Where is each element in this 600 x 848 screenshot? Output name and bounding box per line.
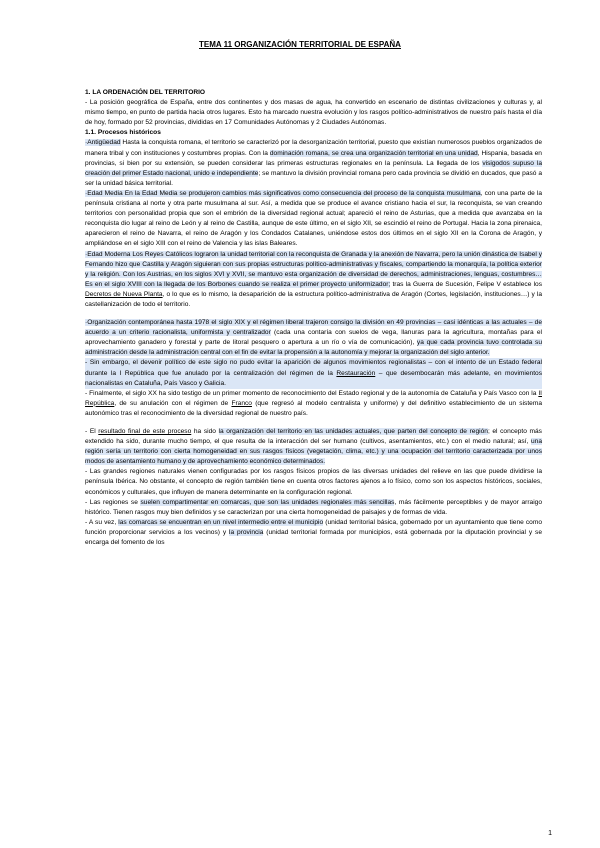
text-run: - El [85, 428, 99, 435]
highlight-text: ·Edad Media En la Edad Media se produjeron cambios más significativos como consecuencia del proceso de la conquista musulmana [85, 189, 481, 197]
text-run: tras la Guerra de Sucesión, Felipe V establece los [390, 280, 542, 288]
text-run: - Finalmente, el siglo XX ha sido testigo de un primer momento de reconocimiento del Estado regional y de la autonomía de Cataluña y País Vasco con la [85, 389, 539, 397]
paragraph-regiones [85, 498, 542, 518]
paragraph-gap [85, 419, 542, 427]
paragraph-edad-moderna [85, 250, 542, 311]
paragraph-intro: - La posición geográfica de España, entre dos continentes y dos masas de agua, ha convertido en escenario de distintas civilizaciones y culturas y, al mismo tiempo, en punto de partida hacia otros lugares. Esto ha marcado nuestra evolución y los rasgos político-administrativos de nuestro país hasta el día de hoy, formado por 52 provincias, divididas en 17 Comunidades Autónomas y 2 Ciudades Autónomas. [85, 99, 542, 127]
underlined-text: resultado final de este proceso [98, 428, 192, 435]
text-run: Hasta la conquista romana, el territorio se caracterizó por la desorganización territorial, puesto que existían numerosos pueblos organizados de manera tribal y con instituciones y costumbres propias. Con la [85, 139, 542, 157]
text-run: (cada una contaría con suelos de vega, llanuras para la agricultura, montañas para el aprovechamiento ganadero y forestal y parte de litoral pesquero o apertura a un río o vía de comunicación), [85, 329, 542, 347]
highlight-text: ·Edad Moderna Los Reyes Católicos lograron la unidad territorial con la reconquista de Granada y la anexión de Navarra, pero la unión dinástica de Isabel y Fernando hizo que Castilla y Aragón siguieran con sus propias estructuras político-administrativas y fiscales, compartiendo la monarquía, la política exterior y la religión. Con los Austrias, en los siglos XVI y XVII, se mantuvo esta organización de diversidad de derechos, administraciones, lenguas, costumbres… Es en el siglo XVIII con la llegada de los Borbones cuando se realiza el primer proyecto uniformizador; [85, 250, 542, 288]
text-run: , de su anulación con el régimen de [114, 399, 232, 407]
underlined-text: Decretos de Nueva Planta [85, 290, 163, 298]
subsection-heading: 1.1. Procesos históricos [85, 129, 161, 137]
text-run: - Las regiones se [85, 498, 141, 506]
highlight-text: visigodos supuso la creación del primer Estado nacional, unido e independiente [85, 159, 542, 177]
text-run: – que desembocarán más adelante, en movimientos nacionalistas en Cataluña, País Vasco y Galicia. [85, 369, 543, 387]
page-title: TEMA 11 ORGANIZACIÓN TERRITORIAL DE ESPAÑA [199, 40, 401, 49]
paragraph-contemporanea [85, 318, 542, 358]
highlight-text: dominación romana, se crea una organización territorial en una unidad [269, 149, 478, 157]
text-run: , con una parte de la península cristiana al norte y otra parte musulmana al sur. Así, a medida que se produce el avance cristiano hacia el sur, la reconquista, se van creando territorios con personalidad propia que son el embrión de la diversidad regional actual; apareció el reino de Asturias, que a medida que avanzaba en la reconquista dio lugar al reino de León y al reino de Castilla, aunque de este último, en el siglo XII, se escindió el reino de Portugal. Hacia la zona pirenaica, aparecieron el reino de Navarra, el reino de Aragón y los Condados Catalanes, uniéndose estos dos últimos en el siglo XII en la Corona de Aragón, y ampliándose en el siglo XIII con el reino de Valencia y las islas Baleares. [85, 189, 542, 248]
paragraph-resultado [85, 427, 542, 467]
text-run: , o lo que es lo mismo, la desaparición de la estructura político-administrativa de Aragón (Cortes, legislación, instituciones…) y la castellanización de todo el territorio. [85, 290, 542, 308]
paragraph-gap [85, 310, 542, 318]
underlined-text: Franco [231, 399, 252, 407]
page-number: 1 [548, 830, 552, 837]
highlight-text: ya que cada provincia tuvo controlada su administración desde la administración central con el fin de evitar la propensión a la autonomía y mejorar la organización del siglo anterior. [85, 339, 542, 357]
highlight-text: suelen compartimentar en comarcas, que son las unidades regionales más sencillas [140, 498, 395, 506]
text-run: (unidad territorial formada por municipios, está gobernada por la diputación provincial y se encarga del fomento de los [85, 528, 542, 547]
highlight-text: la provincia [229, 528, 264, 536]
text-run: - Sin embargo, el devenir político de este siglo no pudo evitar la aparición de algunos movimientos regionalistas – con el intento de un Estado federal durante la I República que fue anulado por la centralización del régimen de la [85, 359, 542, 377]
highlight-text: ·Organización contemporánea hasta 1978 el siglo XIX y el régimen liberal trajeron consigo la división en 49 provincias – casi idénticas a las actuales – de acuerdo a un criterio racionalista, uniformista y centralizador [85, 319, 542, 337]
paragraph-finalmente [85, 389, 542, 419]
paragraph-edad-media [85, 189, 542, 250]
text-run: - A su vez, [85, 518, 119, 526]
paragraph-antiguedad [85, 138, 542, 188]
underlined-text: Restauración [336, 369, 376, 377]
text-run: ; el concepto más extendido ha sido, durante mucho tiempo, el que resulta de la interacción del ser humano (cultivos, asentamientos, etc.) con el medio natural; así, [85, 428, 542, 446]
document-body [85, 88, 542, 548]
text-run: ha sido [191, 428, 219, 435]
highlight-text: la organización del territorio en las unidades actuales, que parten del concepto de región [218, 428, 488, 435]
highlight-text: ·Antigüedad [85, 139, 121, 147]
text-run: (unidad territorial básica, gobernado por un ayuntamiento que tiene como función proporcionar servicios a los vecinos) y [85, 518, 542, 536]
paragraph-grandes-regiones: - Las grandes regiones naturales vienen configuradas por los rasgos físicos propios de las diversas unidades del relieve en las que puede dividirse la península Ibérica. No obstante, el concepto de región también tiene en cuenta otros factores ajenos a lo físico, como son los aspectos históricos, sociales, económicos y culturales, que influyen de manera determinante en la configuración regional. [85, 468, 542, 496]
highlight-text: una región sería un territorio con cierta homogeneidad en sus rasgos físicos (vegetación, clima, etc.) y una ocupación del territorio caracterizada por unos modos de asentamiento humano y de aprovechamiento económico determinados. [85, 438, 542, 466]
text-run: ; se mantuvo la división provincial romana pero cada provincia se dividió en ducados, que pasó a ser la unidad básica territorial. [85, 169, 542, 187]
paragraph-comarcas [85, 518, 542, 548]
paragraph-sin-embargo [85, 358, 542, 388]
text-run: (que regresó al modelo centralista y uniforme) y del definitivo establecimiento de un sistema autonómico tras el reconocimiento de la diversidad regional de nuestro país. [85, 399, 542, 417]
text-run: , Hispania, basada en provincias, si bien por su extensión, se pueden considerar las primeras estructuras regionales en la península. La llegada de los [85, 149, 542, 167]
section-heading: 1. LA ORDENACIÓN DEL TERRITORIO [85, 89, 206, 96]
highlight-text: las comarcas se encuentran en un nivel intermedio entre el municipio [118, 518, 324, 526]
underlined-text: II República [85, 389, 542, 407]
text-run: , más fácilmente perceptibles y de mayor arraigo histórico. Tienen rasgos muy bien definidos y se caracterizan por una cierta homogeneidad de paisajes y de formas de vida. [85, 498, 542, 516]
